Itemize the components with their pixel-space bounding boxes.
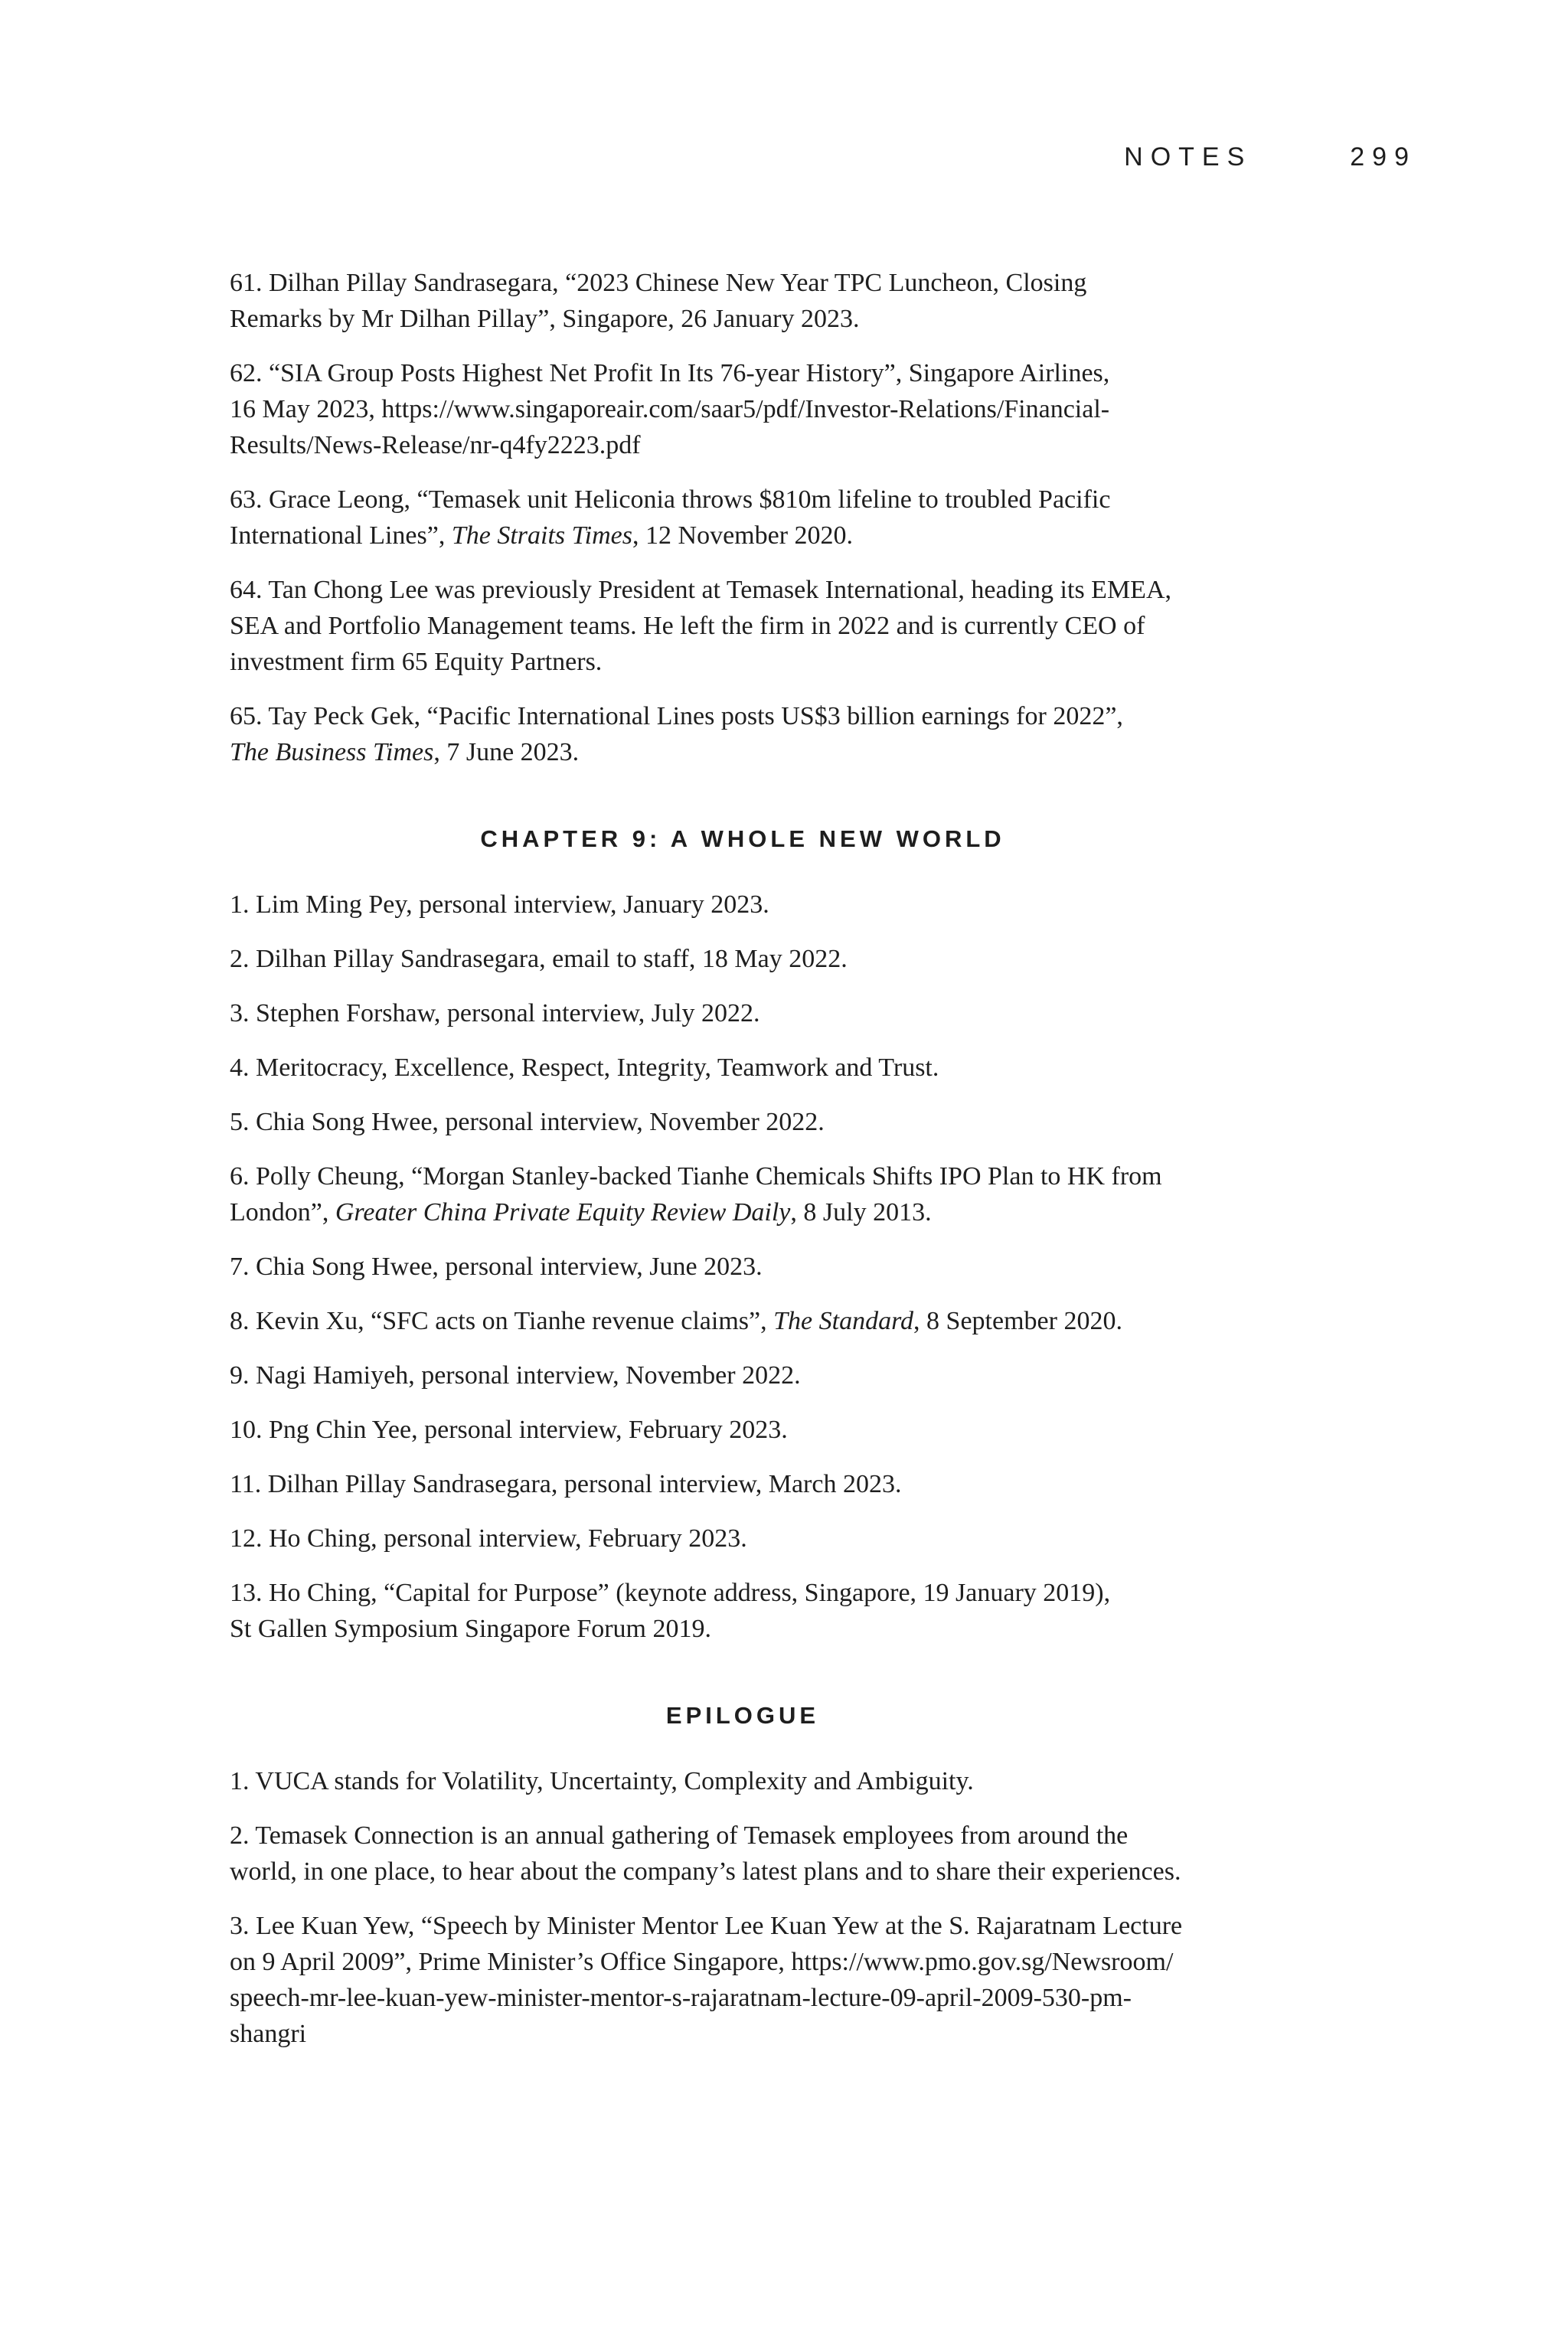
note-line [230, 1050, 1256, 1086]
note-entry [230, 482, 1256, 554]
note-line [230, 1980, 1256, 2016]
publication-title: The Business Times [230, 738, 434, 766]
note-text: 4. Meritocracy, Excellence, Respect, Integrity, Teamwork and Trust. [230, 1054, 939, 1082]
note-line [230, 1521, 1256, 1557]
epilogue-heading: EPILOGUE [665, 1702, 820, 1729]
note-line [230, 2016, 1256, 2052]
note-text: 64. Tan Chong Lee was previously President at Temasek International, heading its EMEA, [230, 576, 1171, 604]
note-text: on 9 April 2009”, Prime Minister’s Office Singapore, https://www.pmo.gov.sg/Newsroom/ [230, 1948, 1174, 1976]
note-line [230, 941, 1256, 977]
note-line [230, 1104, 1256, 1140]
note-entry [230, 1763, 1256, 1799]
note-entry [230, 265, 1256, 337]
note-text: 2. Temasek Connection is an annual gathering of Temasek employees from around the [230, 1821, 1129, 1850]
publication-title: Greater China Private Equity Review Daily [335, 1198, 791, 1227]
chapter-9-notes [230, 887, 1256, 1647]
note-text: SEA and Portfolio Management teams. He left the firm in 2022 and is currently CEO of [230, 612, 1145, 640]
note-text: 63. Grace Leong, “Temasek unit Heliconia throws $810m lifeline to troubled Pacific [230, 485, 1111, 514]
note-entry [230, 355, 1256, 463]
note-line [230, 1763, 1256, 1799]
note-entry [230, 1908, 1256, 2052]
note-line [230, 1944, 1256, 1980]
note-line [230, 391, 1256, 427]
note-line [230, 518, 1256, 554]
note-line [230, 301, 1256, 337]
note-entry [230, 1357, 1256, 1393]
note-text: St Gallen Symposium Singapore Forum 2019. [230, 1615, 711, 1643]
note-text: shangri [230, 2020, 307, 2048]
note-line [230, 1412, 1256, 1448]
note-text: 3. Lee Kuan Yew, “Speech by Minister Mentor Lee Kuan Yew at the S. Rajaratnam Lecture [230, 1912, 1183, 1940]
note-text: , 7 June 2023. [433, 738, 580, 766]
epilogue-notes [230, 1763, 1256, 2052]
publication-title: The Standard [773, 1307, 914, 1335]
note-line [230, 427, 1256, 463]
note-text: 12. Ho Ching, personal interview, February 2023. [230, 1524, 747, 1553]
note-text: 1. VUCA stands for Volatility, Uncertainty, Complexity and Ambiguity. [230, 1767, 974, 1795]
note-line [230, 1611, 1256, 1647]
note-line [230, 1466, 1256, 1502]
note-line [230, 644, 1256, 680]
note-text: 13. Ho Ching, “Capital for Purpose” (keynote address, Singapore, 19 January 2019), [230, 1579, 1111, 1607]
notes-continued [230, 265, 1256, 770]
note-line [230, 1194, 1256, 1230]
note-entry [230, 1104, 1256, 1140]
note-line [230, 1908, 1256, 1944]
note-text: 1. Lim Ming Pey, personal interview, January 2023. [230, 890, 769, 919]
note-text: 8. Kevin Xu, “SFC acts on Tianhe revenue claims”, [230, 1307, 774, 1335]
note-text: , 8 July 2013. [790, 1198, 932, 1227]
note-entry [230, 1818, 1256, 1890]
note-text: , 12 November 2020. [632, 521, 854, 550]
note-line [230, 265, 1256, 301]
note-line [230, 1158, 1256, 1194]
note-entry [230, 941, 1256, 977]
note-text: 9. Nagi Hamiyeh, personal interview, November 2022. [230, 1361, 801, 1390]
note-line [230, 1303, 1256, 1339]
note-text: 10. Png Chin Yee, personal interview, February 2023. [230, 1416, 788, 1444]
note-text: Results/News-Release/nr-q4fy2223.pdf [230, 431, 641, 459]
note-text: 7. Chia Song Hwee, personal interview, June 2023. [230, 1253, 763, 1281]
note-text: 5. Chia Song Hwee, personal interview, November 2022. [230, 1108, 825, 1136]
note-entry [230, 1575, 1256, 1647]
note-line [230, 887, 1256, 923]
note-entry [230, 1050, 1256, 1086]
note-entry [230, 1412, 1256, 1448]
page-number: 299 [1350, 142, 1416, 172]
note-text: 3. Stephen Forshaw, personal interview, July 2022. [230, 999, 760, 1027]
epilogue-section [230, 1702, 1256, 2052]
publication-title: The Straits Times [451, 521, 633, 550]
note-text: , 8 September 2020. [913, 1307, 1122, 1335]
note-text: 62. “SIA Group Posts Highest Net Profit In Its 76-year History”, Singapore Airlines, [230, 359, 1110, 387]
note-entry [230, 1521, 1256, 1557]
note-line [230, 482, 1256, 518]
note-text: 16 May 2023, https://www.singaporeair.com/saar5/pdf/Investor-Relations/Financial- [230, 395, 1110, 423]
note-line [230, 1249, 1256, 1285]
note-line [230, 698, 1256, 734]
note-line [230, 1854, 1256, 1890]
note-line [230, 1575, 1256, 1611]
note-entry [230, 698, 1256, 770]
note-text: 6. Polly Cheung, “Morgan Stanley-backed Tianhe Chemicals Shifts IPO Plan to HK from [230, 1162, 1162, 1191]
note-entry [230, 1303, 1256, 1339]
note-line [230, 355, 1256, 391]
note-line [230, 995, 1256, 1031]
note-text: 65. Tay Peck Gek, “Pacific International Lines posts US$3 billion earnings for 2022”, [230, 702, 1123, 730]
note-entry [230, 995, 1256, 1031]
note-line [230, 1818, 1256, 1854]
note-entry [230, 572, 1256, 680]
note-text: Remarks by Mr Dilhan Pillay”, Singapore, 26 January 2023. [230, 305, 860, 333]
note-entry [230, 887, 1256, 923]
note-entry [230, 1158, 1256, 1230]
note-text: speech-mr-lee-kuan-yew-minister-mentor-s-rajaratnam-lecture-09-april-2009-530-pm- [230, 1984, 1132, 2012]
note-line [230, 608, 1256, 644]
chapter-9-section [230, 825, 1256, 1647]
running-head [1124, 142, 1416, 172]
notes-content [230, 265, 1256, 2070]
note-text: investment firm 65 Equity Partners. [230, 648, 603, 676]
note-line [230, 1357, 1256, 1393]
note-text: 11. Dilhan Pillay Sandrasegara, personal interview, March 2023. [230, 1470, 902, 1498]
note-entry [230, 1466, 1256, 1502]
note-text: International Lines”, [230, 521, 452, 550]
note-text: world, in one place, to hear about the company’s latest plans and to share their experiences. [230, 1857, 1181, 1886]
note-text: 2. Dilhan Pillay Sandrasegara, email to staff, 18 May 2022. [230, 945, 848, 973]
running-head-section: NOTES [1124, 142, 1253, 172]
note-text: London”, [230, 1198, 335, 1227]
note-line [230, 734, 1256, 770]
note-line [230, 572, 1256, 608]
chapter-heading: CHAPTER 9: A WHOLE NEW WORLD [480, 825, 1005, 852]
note-text: 61. Dilhan Pillay Sandrasegara, “2023 Chinese New Year TPC Luncheon, Closing [230, 269, 1087, 297]
note-entry [230, 1249, 1256, 1285]
